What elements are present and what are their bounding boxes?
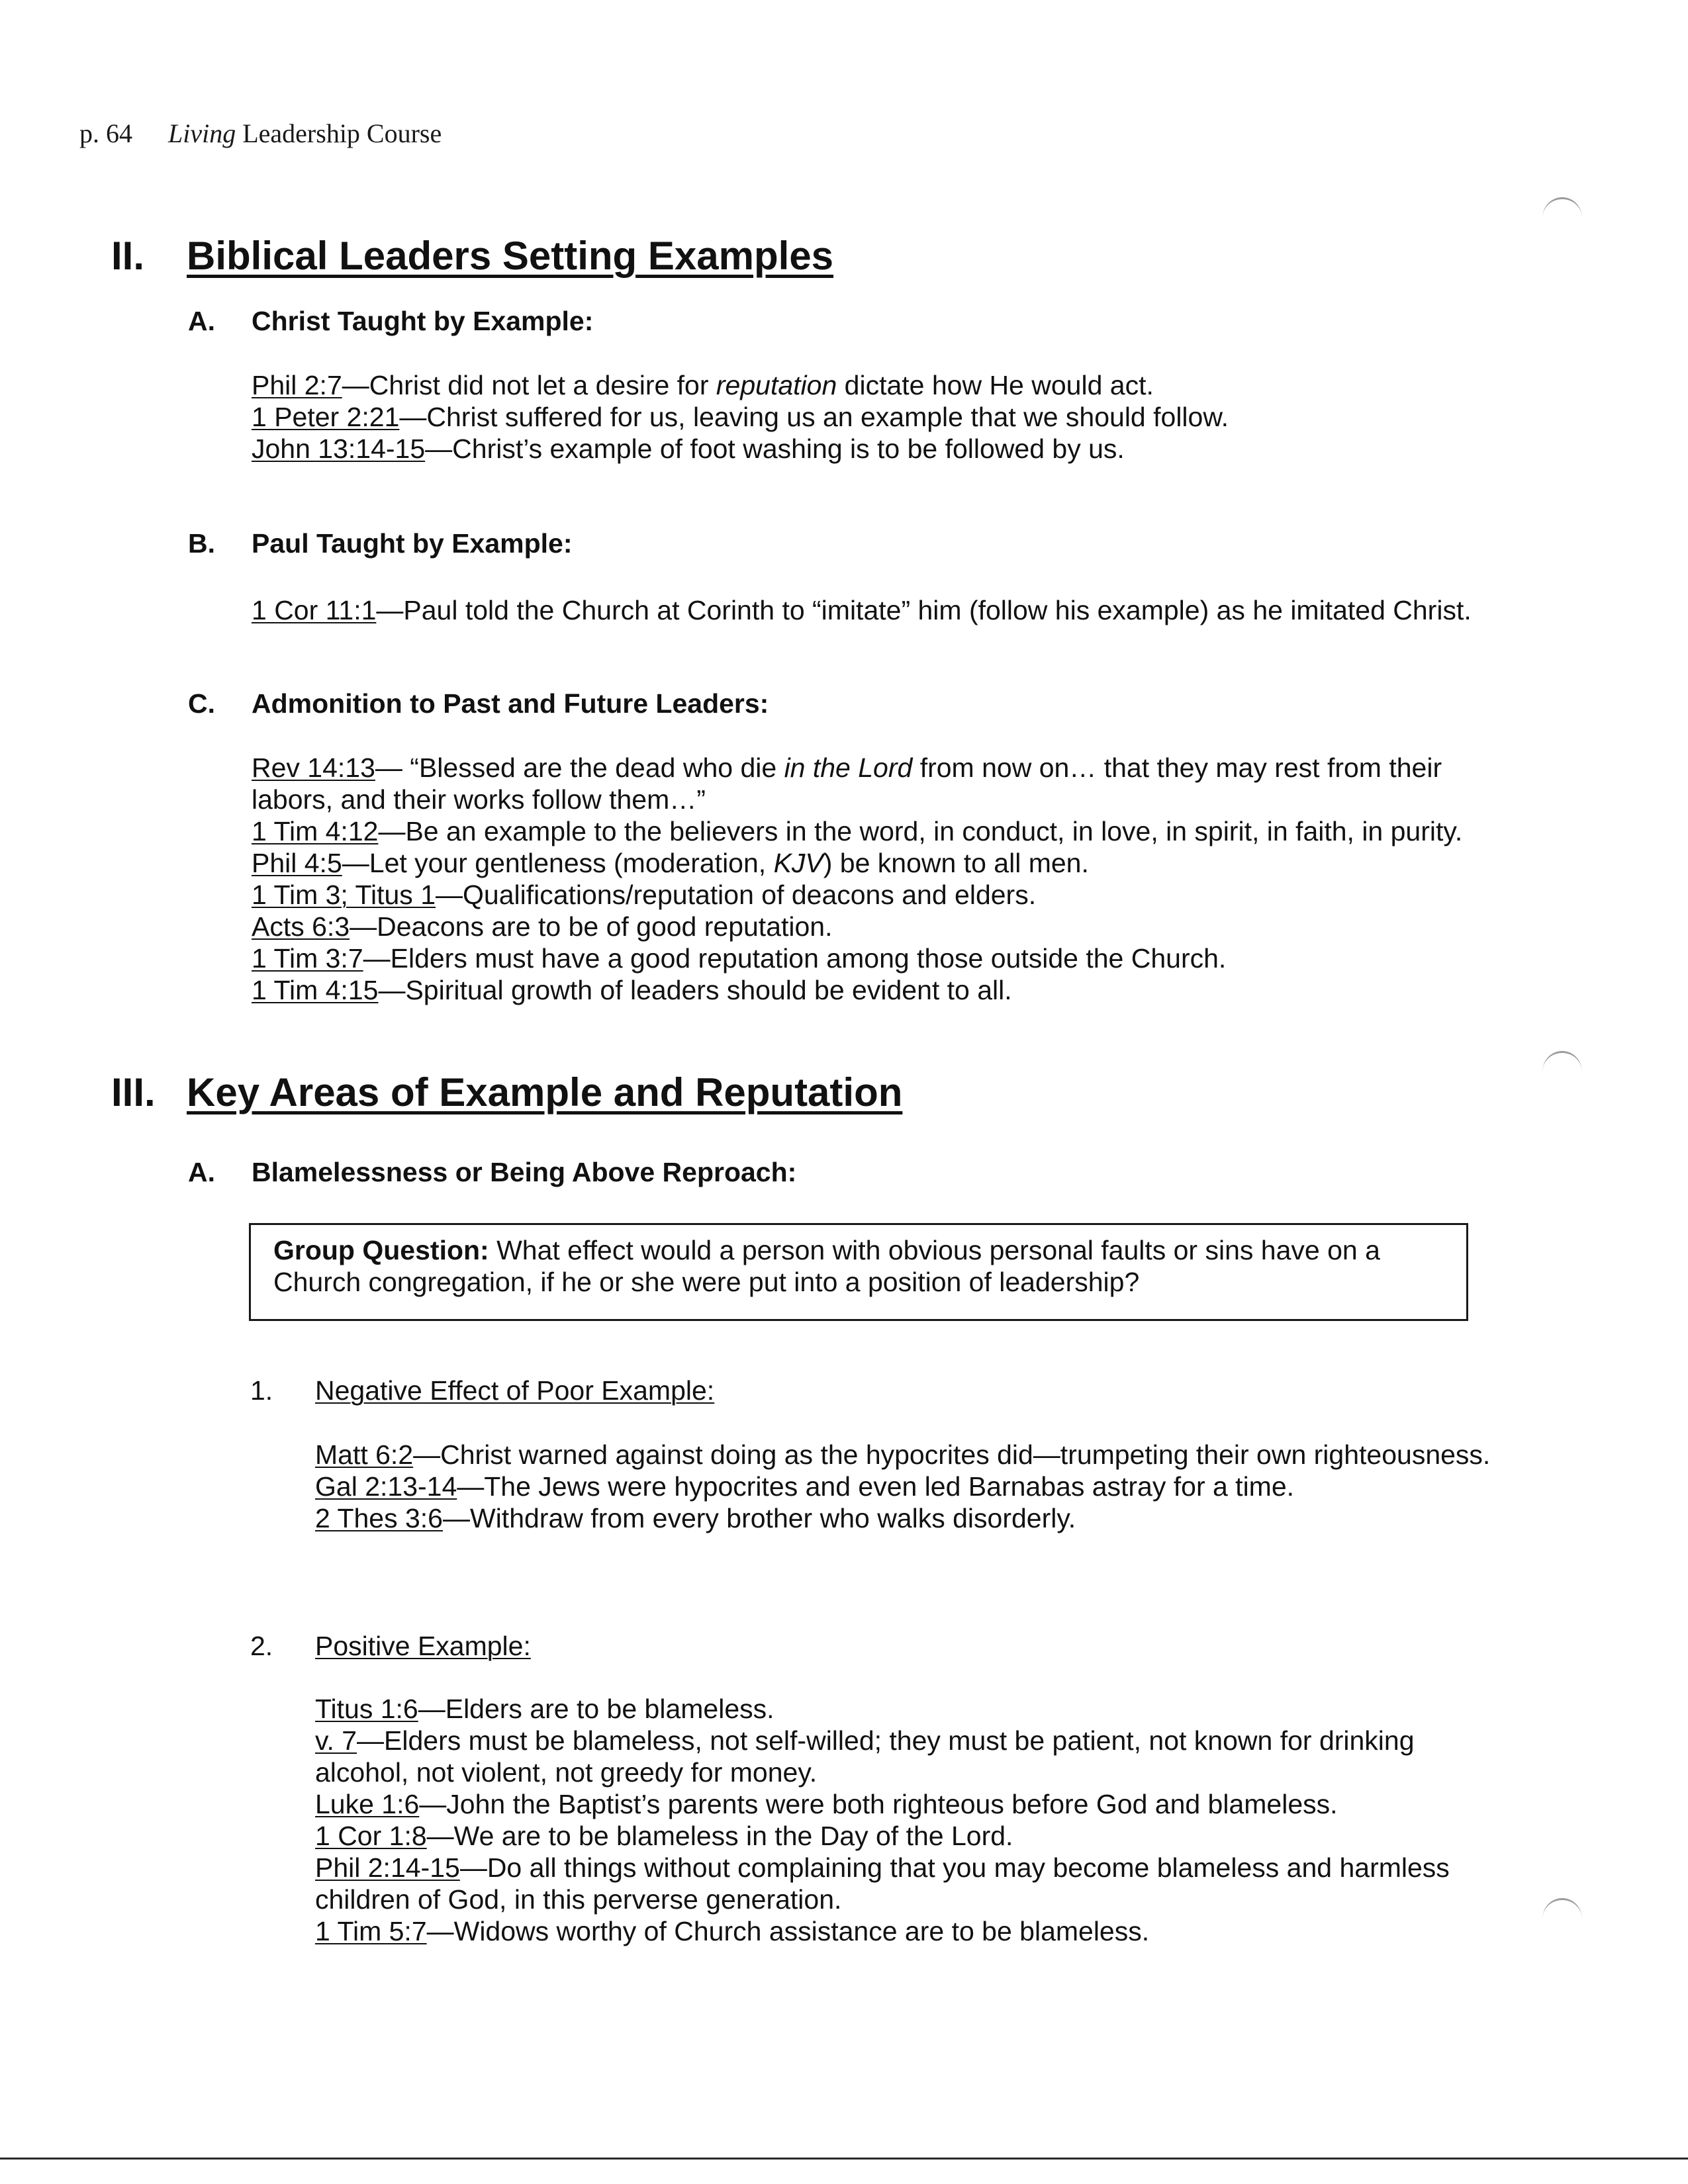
scripture-item: 1 Cor 1:8—We are to be blameless in the Day of the Lord. — [315, 1821, 1013, 1851]
scripture-item: Acts 6:3—Deacons are to be of good reputation. — [252, 911, 833, 942]
scripture-item: Phil 2:7—Christ did not let a desire for reputation dictate how He would act. — [252, 370, 1154, 400]
point-title: Negative Effect of Poor Example: — [315, 1375, 715, 1406]
section-3-heading — [111, 1069, 902, 1115]
section-number: III. — [111, 1070, 156, 1115]
point-number: 1. — [250, 1375, 273, 1406]
scripture-reference: 1 Tim 3:7 — [252, 943, 363, 974]
scripture-item: 1 Tim 3; Titus 1—Qualifications/reputation of deacons and elders. — [252, 880, 1037, 910]
subsection-letter: A. — [188, 306, 215, 336]
scripture-item: Rev 14:13— “Blessed are the dead who die in the Lord from now on… that they may rest from their labors, and their works follow them…” — [252, 752, 1442, 815]
scripture-reference: 2 Thes 3:6 — [315, 1503, 443, 1533]
point-title: Positive Example: — [315, 1631, 531, 1661]
scripture-list-point-1 — [315, 1439, 1507, 1534]
scripture-item: 1 Cor 11:1—Paul told the Church at Corinth to “imitate” him (follow his example) as he imitated Christ. — [252, 595, 1472, 625]
scripture-reference: John 13:14-15 — [252, 433, 426, 464]
scripture-item: 1 Tim 3:7—Elders must have a good reputation among those outside the Church. — [252, 943, 1227, 974]
scripture-item: Luke 1:6—John the Baptist’s parents were both righteous before God and blameless. — [315, 1789, 1338, 1819]
subsection-letter: A. — [188, 1157, 215, 1187]
scripture-reference: 1 Tim 4:15 — [252, 975, 379, 1005]
subsection-3a-heading — [188, 1157, 796, 1188]
point-2-heading — [250, 1631, 531, 1662]
scripture-item: 1 Tim 4:12—Be an example to the believers in the word, in conduct, in love, in spirit, in faith, in purity. — [252, 816, 1463, 846]
scripture-item: John 13:14-15—Christ’s example of foot washing is to be followed by us. — [252, 433, 1125, 464]
point-1-heading — [250, 1375, 714, 1406]
scripture-reference: Acts 6:3 — [252, 911, 350, 942]
scripture-reference: Matt 6:2 — [315, 1439, 414, 1470]
punch-hole-mark — [1542, 197, 1582, 239]
scripture-reference: Phil 2:7 — [252, 370, 342, 400]
scripture-reference: Gal 2:13-14 — [315, 1471, 457, 1502]
scripture-item: 1 Peter 2:21—Christ suffered for us, leaving us an example that we should follow. — [252, 402, 1229, 432]
scripture-reference: Titus 1:6 — [315, 1694, 418, 1724]
page-header — [79, 118, 442, 149]
section-number: II. — [111, 234, 145, 278]
scripture-list-2c — [252, 752, 1516, 1006]
punch-hole-mark — [1542, 1051, 1582, 1093]
scripture-list-point-2 — [315, 1693, 1507, 1947]
punch-hole-mark — [1542, 1898, 1582, 1940]
scripture-reference: v. 7 — [315, 1725, 357, 1756]
scripture-list-2a — [252, 369, 1516, 465]
subsection-title: Blamelessness or Being Above Reproach: — [252, 1157, 797, 1187]
bottom-rule — [0, 2158, 1688, 2160]
scripture-item: 2 Thes 3:6—Withdraw from every brother who walks disorderly. — [315, 1503, 1076, 1533]
section-title: Key Areas of Example and Reputation — [187, 1070, 903, 1115]
page-number: p. 64 — [79, 118, 132, 148]
course-title-rest: Leadership Course — [242, 118, 442, 148]
scripture-item: 1 Tim 5:7—Widows worthy of Church assistance are to be blameless. — [315, 1916, 1150, 1946]
scripture-item: Gal 2:13-14—The Jews were hypocrites and even led Barnabas astray for a time. — [315, 1471, 1295, 1502]
subsection-title: Admonition to Past and Future Leaders: — [252, 688, 769, 719]
group-question-box — [249, 1223, 1468, 1321]
subsection-2a-heading — [188, 306, 593, 337]
section-title: Biblical Leaders Setting Examples — [187, 234, 834, 278]
group-question-text: What effect would a person with obvious personal faults or sins have on a Church congregation, if he or she were put into a position of leadership? — [273, 1235, 1380, 1297]
scripture-item: Phil 2:14-15—Do all things without complaining that you may become blameless and harmless children of God, in this perverse generation. — [315, 1852, 1450, 1915]
scripture-item: Phil 4:5—Let your gentleness (moderation, KJV) be known to all men. — [252, 848, 1089, 878]
subsection-2c-heading — [188, 688, 769, 719]
point-number: 2. — [250, 1631, 273, 1661]
subsection-2b-heading — [188, 528, 573, 559]
scripture-reference: 1 Tim 3; Titus 1 — [252, 880, 436, 910]
scripture-reference: 1 Cor 1:8 — [315, 1821, 427, 1851]
scripture-reference: Luke 1:6 — [315, 1789, 420, 1819]
scripture-reference: 1 Tim 4:12 — [252, 816, 379, 846]
scripture-reference: Phil 4:5 — [252, 848, 342, 878]
scripture-reference: 1 Cor 11:1 — [252, 595, 377, 625]
subsection-title: Christ Taught by Example: — [252, 306, 594, 336]
subsection-title: Paul Taught by Example: — [252, 528, 573, 559]
scripture-reference: 1 Tim 5:7 — [315, 1916, 427, 1946]
scripture-reference: Rev 14:13 — [252, 752, 375, 783]
scripture-reference: 1 Peter 2:21 — [252, 402, 400, 432]
scripture-list-2b — [252, 594, 1516, 626]
scripture-item: Matt 6:2—Christ warned against doing as the hypocrites did—trumpeting their own righteousness. — [315, 1439, 1491, 1470]
scripture-item: 1 Tim 4:15—Spiritual growth of leaders should be evident to all. — [252, 975, 1012, 1005]
section-2-heading — [111, 233, 833, 279]
scripture-reference: Phil 2:14-15 — [315, 1852, 460, 1883]
scripture-item: Titus 1:6—Elders are to be blameless. — [315, 1694, 774, 1724]
subsection-letter: B. — [188, 528, 215, 559]
scripture-item: v. 7—Elders must be blameless, not self-willed; they must be patient, not known for drinking alcohol, not violent, not greedy for money. — [315, 1725, 1415, 1788]
course-title-italic: Living — [168, 118, 236, 148]
group-question-label: Group Question: — [273, 1235, 489, 1265]
subsection-letter: C. — [188, 688, 215, 719]
